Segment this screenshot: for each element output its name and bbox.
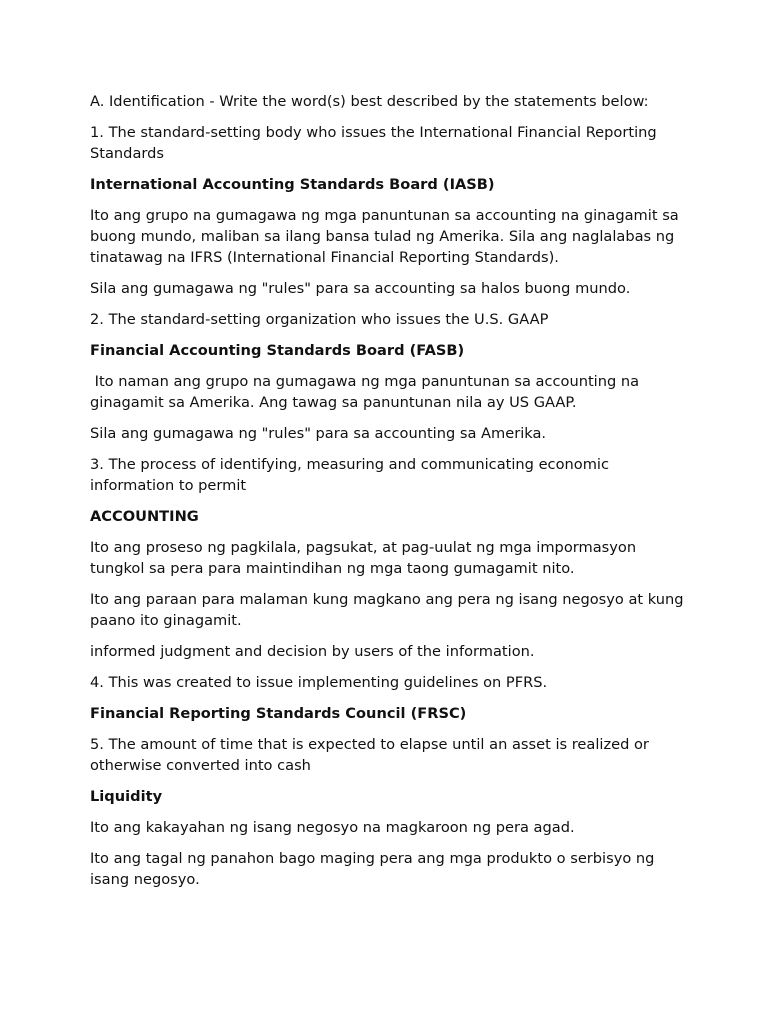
explanation-3b: Ito ang paraan para malaman kung magkano ang pera ng isang negosyo at kung paano ito ginagamit. — [90, 591, 689, 629]
question-2: 2. The standard-setting organization who issues the U.S. GAAP — [90, 311, 549, 328]
question-1: 1. The standard-setting body who issues the International Financial Reporting Standards — [90, 124, 662, 162]
answer-5: Liquidity — [90, 788, 163, 805]
answer-1: International Accounting Standards Board (IASB) — [90, 176, 495, 193]
question-5: 5. The amount of time that is expected to elapse until an asset is realized or otherwise converted into cash — [90, 736, 654, 774]
document-page — [90, 91, 690, 900]
instructions-heading: A. Identification - Write the word(s) best described by the statements below: — [90, 93, 649, 110]
explanation-1a: Ito ang grupo na gumagawa ng mga panuntunan sa accounting na ginagamit sa buong mundo, maliban sa ilang bansa tulad ng Amerika. Sila ang naglalabas ng tinatawag na IFRS (International Financial Reporting Standards). — [90, 207, 684, 266]
answer-3: ACCOUNTING — [90, 508, 199, 525]
question-3-continuation: informed judgment and decision by users of the information. — [90, 643, 535, 660]
question-4: 4. This was created to issue implementing guidelines on PFRS. — [90, 674, 548, 691]
answer-4: Financial Reporting Standards Council (FRSC) — [90, 705, 467, 722]
explanation-5b: Ito ang tagal ng panahon bago maging pera ang mga produkto o serbisyo ng isang negosyo. — [90, 850, 660, 888]
question-3: 3. The process of identifying, measuring and communicating economic information to permit — [90, 456, 614, 494]
explanation-1b: Sila ang gumagawa ng "rules" para sa accounting sa halos buong mundo. — [90, 280, 631, 297]
explanation-5a: Ito ang kakayahan ng isang negosyo na magkaroon ng pera agad. — [90, 819, 575, 836]
explanation-2a: Ito naman ang grupo na gumagawa ng mga panuntunan sa accounting na ginagamit sa Amerika. Ang tawag sa panuntunan nila ay US GAAP. — [90, 373, 644, 411]
answer-2: Financial Accounting Standards Board (FASB) — [90, 342, 465, 359]
explanation-3a: Ito ang proseso ng pagkilala, pagsukat, at pag-uulat ng mga impormasyon tungkol sa pera para maintindihan ng mga taong gumagamit nito. — [90, 539, 641, 577]
explanation-2b: Sila ang gumagawa ng "rules" para sa accounting sa Amerika. — [90, 425, 547, 442]
